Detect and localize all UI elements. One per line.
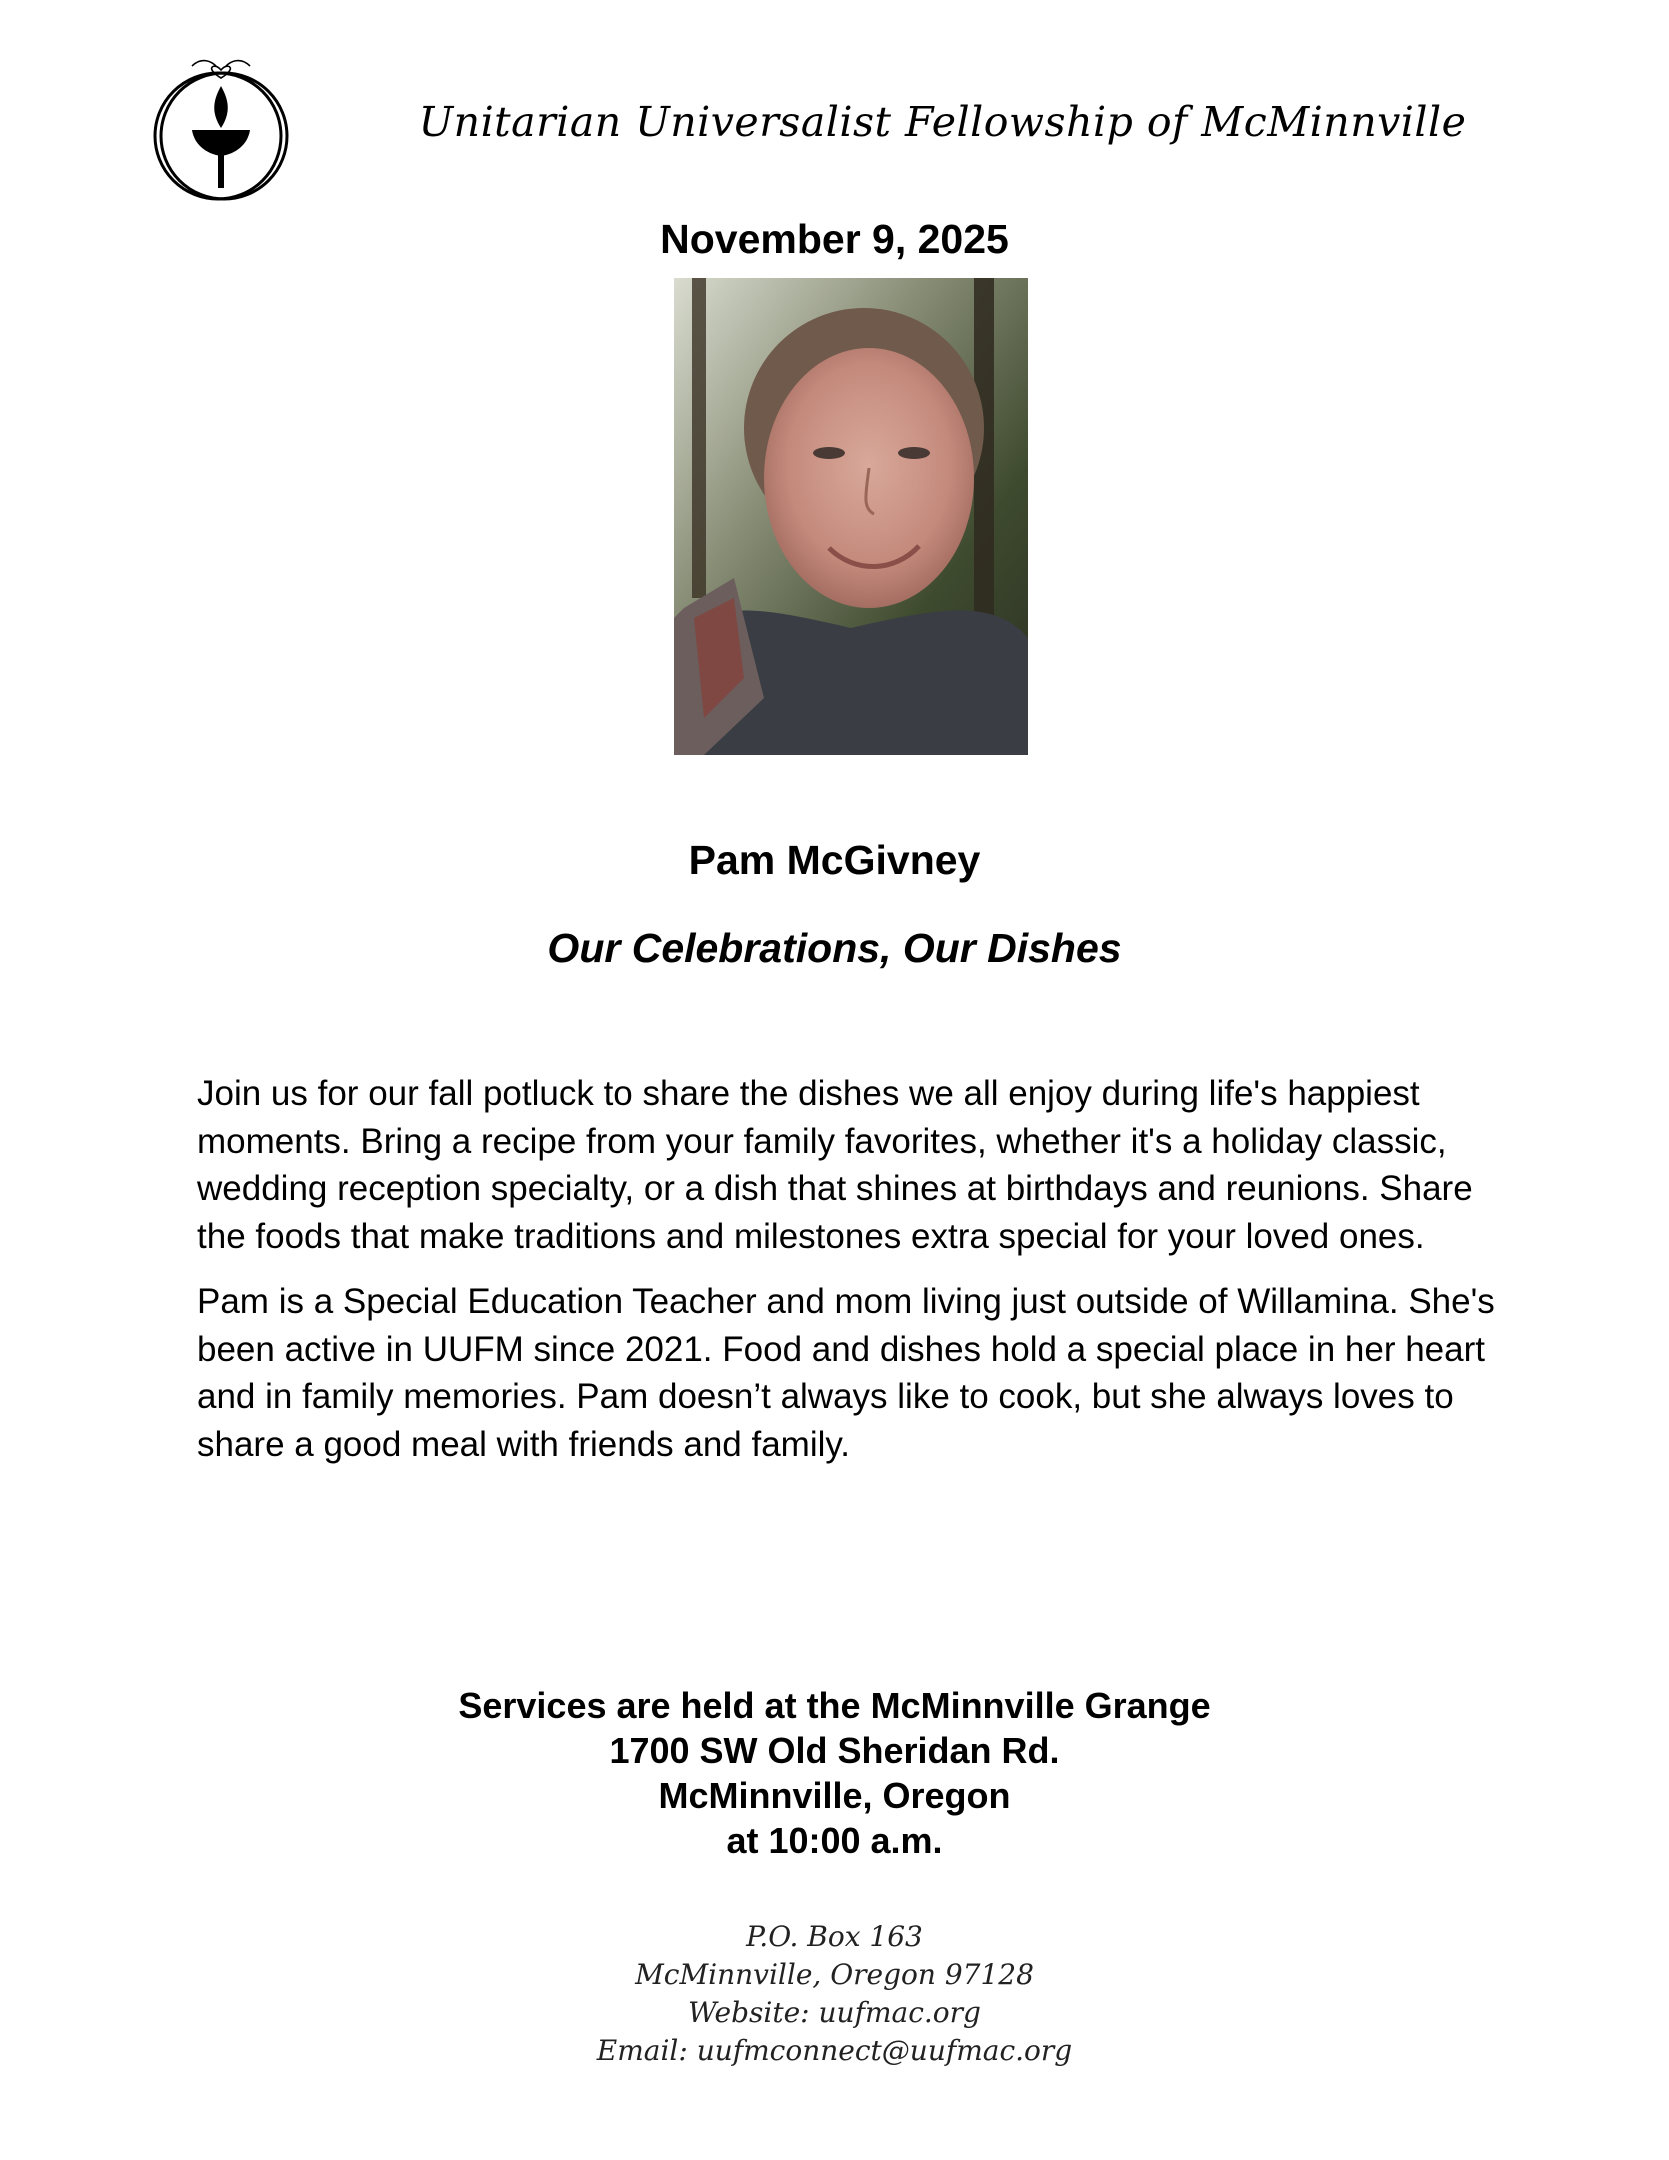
website: Website: uufmac.org bbox=[688, 1996, 981, 2029]
city-zip: McMinnville, Oregon 97128 bbox=[635, 1958, 1034, 1991]
description bbox=[197, 1070, 1497, 1486]
service-date: November 9, 2025 bbox=[660, 216, 1009, 262]
city-line: McMinnville, Oregon bbox=[658, 1775, 1011, 1816]
speaker-name: Pam McGivney bbox=[688, 837, 981, 883]
description-paragraph: Join us for our fall potluck to share the dishes we all enjoy during life's happiest moments. Bring a recipe from your family favorites, whether it's a holiday classic, wedding reception specialty, or a dish that shines at birthdays and reunions. Share the foods that make traditions and milestones extra special for your loved ones. bbox=[197, 1074, 1473, 1256]
org-name: Unitarian Universalist Fellowship of McMinnville bbox=[418, 98, 1467, 146]
po-box: P.O. Box 163 bbox=[746, 1920, 923, 1953]
talk-title: Our Celebrations, Our Dishes bbox=[547, 925, 1122, 971]
bio-paragraph: Pam is a Special Education Teacher and mom living just outside of Willamina. She's been active in UUFM since 2021. Food and dishes hold a special place in her heart and in family memories. Pam doesn’t always like to cook, but she always loves to share a good meal with friends and family. bbox=[197, 1282, 1495, 1464]
speaker-portrait-photo bbox=[674, 278, 1028, 755]
contact-info bbox=[0, 1918, 1669, 2070]
address-line: 1700 SW Old Sheridan Rd. bbox=[609, 1730, 1060, 1771]
services-line: Services are held at the McMinnville Grange bbox=[458, 1685, 1211, 1726]
time-line: at 10:00 a.m. bbox=[726, 1820, 943, 1861]
service-location bbox=[0, 1683, 1669, 1863]
email: Email: uufmconnect@uufmac.org bbox=[596, 2034, 1073, 2067]
